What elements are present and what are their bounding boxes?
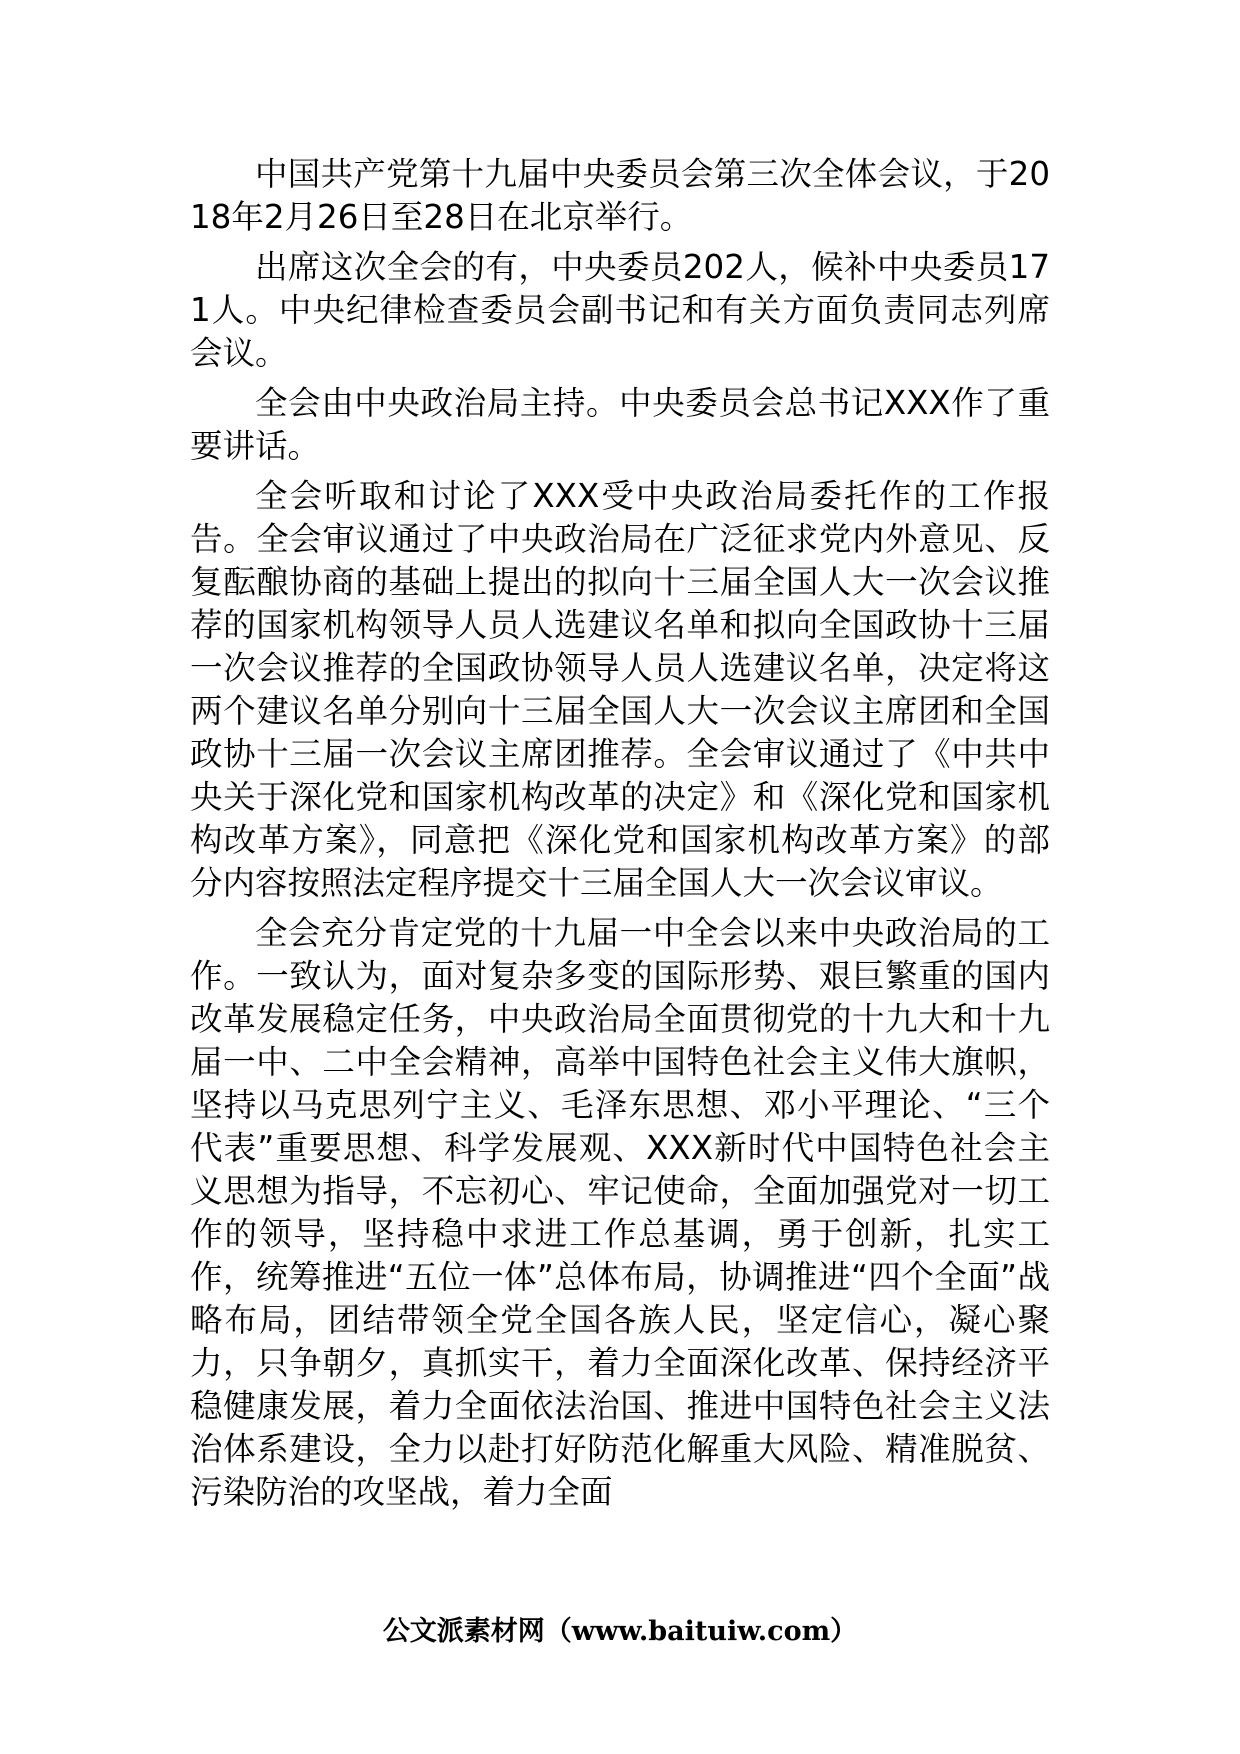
paragraph-assessment: 全会充分肯定党的十九届一中全会以来中央政治局的工作。一致认为，面对复杂多变的国际形势、艰巨繁重的国内改革发展稳定任务，中央政治局全面贯彻党的十九大和十九届一中、二中全会精神，高举中国特色社会主义伟大旗帜，坚持以马克思列宁主义、毛泽东思想、邓小平理论、“三个代表”重要思想、科学发展观、XXX新时代中国特色社会主义思想为指导，不忘初心、牢记使命，全面加强党对一切工作的领导，坚持稳中求进工作总基调，勇于创新，扎实工作，统筹推进“五位一体”总体布局，协调推进“四个全面”战略布局，团结带领全党全国各族人民，坚定信心，凝心聚力，只争朝夕，真抓实干，着力全面深化改革、保持经济平稳健康发展，着力全面依法治国、推进中国特色社会主义法治体系建设，全力以赴打好防范化解重大风险、精准脱贫、污染防治的攻坚战，着力全面: [190, 914, 1050, 1511]
paragraph-presiding: 全会由中央政治局主持。中央委员会总书记XXX作了重要讲话。: [190, 384, 1050, 465]
paragraph-attendance: 出席这次全会的有，中央委员202人，候补中央委员171人。中央纪律检查委员会副书记和有关方面负责同志列席会议。: [190, 248, 1050, 372]
paragraph-session-intro: 中国共产党第十九届中央委员会第三次全体会议，于2018年2月26日至28日在北京举行。: [190, 155, 1050, 236]
footer-watermark: 公文派素材网（www.baituiw.com）: [382, 1616, 858, 1647]
document-body: [190, 153, 1050, 1521]
paragraph-work-report: 全会听取和讨论了XXX受中央政治局委托作的工作报告。全会审议通过了中央政治局在广泛征求党内外意见、反复酝酿协商的基础上提出的拟向十三届全国人大一次会议推荐的国家机构领导人员人选建议名单和拟向全国政协十三届一次会议推荐的全国政协领导人员人选建议名单，决定将这两个建议名单分别向十三届全国人大一次会议主席团和全国政协十三届一次会议主席团推荐。全会审议通过了《中共中央关于深化党和国家机构改革的决定》和《深化党和国家机构改革方案》，同意把《深化党和国家机构改革方案》的部分内容按照法定程序提交十三届全国人大一次会议审议。: [190, 477, 1050, 902]
